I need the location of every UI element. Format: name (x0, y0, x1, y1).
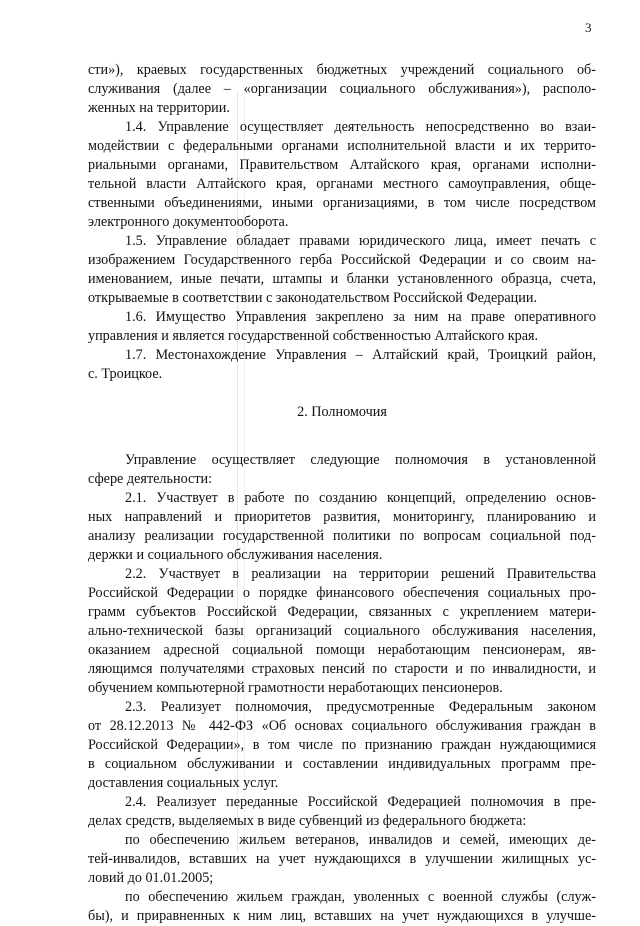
text-line: управления и является государственной собственностью Алтайского края. (88, 328, 539, 344)
spacer (88, 441, 596, 451)
text-line: ляющимся получателями страховых пенсий по старости и по инвалидности, и (88, 661, 596, 677)
text-line: держки и социального обслуживания населения. (88, 547, 383, 563)
paragraph-2-1 (88, 489, 596, 565)
paragraph-1-3-tail (88, 61, 596, 118)
text-line: тельной власти Алтайского края, органами местного самоуправления, обще- (88, 176, 596, 192)
page-number: 3 (585, 20, 592, 35)
text-line: в социальном обслуживании и составлении индивидуальных программ пре- (88, 756, 596, 772)
text-line: Российской Федерации», в том числе по признанию граждан нуждающимися (88, 737, 596, 753)
paragraph-2-3 (88, 698, 596, 793)
text-line: тей-инвалидов, вставших на учет нуждающихся в улучшении жилищных ус- (88, 851, 596, 867)
text-line: ственными объединениями, иными организациями, в том числе посредством (88, 195, 596, 211)
text-line: 2.4. Реализует переданные Российской Федерацией полномочия в пре- (125, 794, 596, 810)
text-line: 1.5. Управление обладает правами юридического лица, имеет печать с (125, 233, 596, 249)
text-line: Российской Федерации о порядке финансового обеспечения социальных про- (88, 585, 596, 601)
text-line: сфере деятельности: (88, 471, 213, 487)
text-line: служивания (далее – «организации социального обслуживания»), располо- (88, 81, 596, 97)
paragraph-1-6 (88, 308, 596, 346)
text-line: по обеспечению жильем граждан, уволенных с военной службы (служ- (125, 889, 596, 905)
text-line: делах средств, выделяемых в виде субвенций из федерального бюджета: (88, 813, 527, 829)
paragraph-1-4 (88, 118, 596, 232)
text-line: модействии с федеральными органами исполнительной власти и их террито- (88, 138, 596, 154)
section-2-intro (88, 451, 596, 489)
text-line: риальными органами, Правительством Алтайского края, органами исполни- (88, 157, 596, 173)
text-line: с. Троицкое. (88, 366, 163, 382)
text-line: ально-технической базы организаций социального обслуживания населения, (88, 623, 596, 639)
text-line: сти»), краевых государственных бюджетных учреждений социального об- (88, 62, 596, 78)
text-line: по обеспечению жильем ветеранов, инвалидов и семей, имеющих де- (125, 832, 596, 848)
spacer (88, 422, 596, 441)
paragraph-1-5 (88, 232, 596, 308)
text-line: анализу реализации государственной политики по вопросам социальной под- (88, 528, 596, 544)
text-line: грамм субъектов Российской Федерации, связанных с укреплением матери- (88, 604, 596, 620)
text-line: ловий до 01.01.2005; (88, 870, 214, 886)
paragraph-2-2 (88, 565, 596, 698)
text-line: обучением компьютерной грамотности неработающих пенсионеров. (88, 680, 503, 696)
text-line: доставления социальных услуг. (88, 775, 279, 791)
text-line: открываемые в соответствии с законодательством Российской Федерации. (88, 290, 537, 306)
text-line: Управление осуществляет следующие полномочия в установленной (125, 452, 596, 468)
text-line: именованием, иные печати, штампы и бланки установленного образца, счета, (88, 271, 596, 287)
text-line: 1.4. Управление осуществляет деятельность непосредственно во взаи- (125, 119, 596, 135)
text-line: 2.3. Реализует полномочия, предусмотренные Федеральным законом (125, 699, 596, 715)
text-line: женных на территории. (88, 100, 230, 116)
paragraph-1-7 (88, 346, 596, 384)
text-line: ных направлений и приоритетов развития, мониторингу, планированию и (88, 509, 596, 525)
text-line: 1.7. Местонахождение Управления – Алтайский край, Троицкий район, (125, 347, 596, 363)
text-line: электронного документооборота. (88, 214, 289, 230)
text-line: от 28.12.2013 № 442-ФЗ «Об основах социального обслуживания граждан в (88, 718, 596, 734)
text-line: 2.1. Участвует в работе по созданию концепций, определению основ- (125, 490, 596, 506)
section-heading: 2. Полномочия (297, 404, 387, 420)
text-line: изображением Государственного герба Российской Федерации и со своим на- (88, 252, 596, 268)
text-line: бы), и приравненных к ним лиц, вставших на учет нуждающихся в улучше- (88, 908, 596, 924)
spacer (88, 384, 596, 403)
paragraph-2-4 (88, 793, 596, 926)
text-line: 2.2. Участвует в реализации на территории решений Правительства (125, 566, 596, 582)
text-line: оказанием адресной социальной помощи неработающим пенсионерам, яв- (88, 642, 596, 658)
text-line: 1.6. Имущество Управления закреплено за ним на праве оперативного (125, 309, 596, 325)
document-body (88, 61, 596, 926)
